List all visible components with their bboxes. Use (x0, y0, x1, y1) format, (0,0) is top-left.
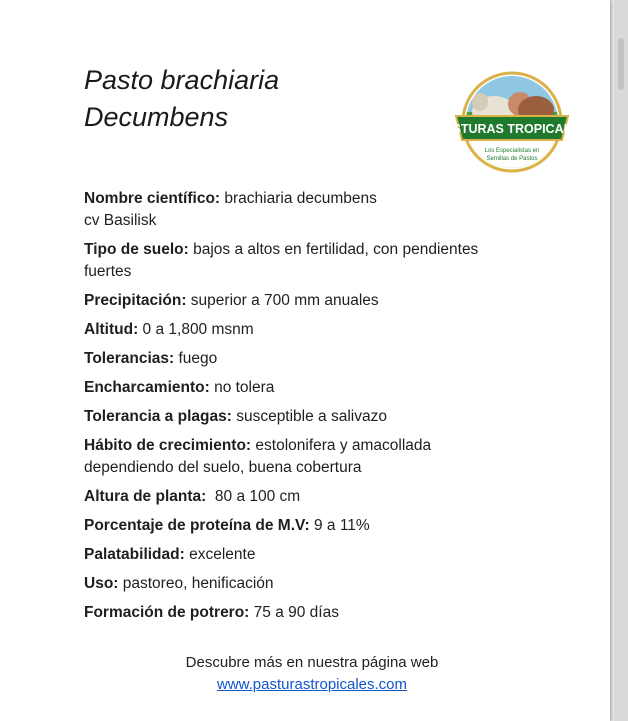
scrollbar-thumb[interactable] (618, 38, 624, 90)
title-line-2: Decumbens (84, 102, 229, 132)
spec-value: estolonifera y amacollada dependiendo del suelo, buena cobertura (84, 437, 432, 476)
spec-value: no tolera (209, 379, 275, 396)
spec-label: Palatabilidad: (84, 546, 185, 563)
spec-label: Precipitación: (84, 292, 187, 309)
spec-value: 9 a 11% (309, 517, 370, 534)
spec-item-tolerancia-plagas (84, 406, 524, 428)
title-line-1: Pasto brachiaria (84, 65, 280, 95)
spec-value: 80 a 100 cm (206, 488, 301, 505)
pasturas-tropicales-logo-icon (436, 72, 588, 184)
spec-item-uso (84, 573, 524, 595)
spec-value: superior a 700 mm anuales (186, 292, 379, 309)
spec-item-habito-crecimiento (84, 435, 524, 479)
scrollbar-track[interactable] (614, 0, 628, 721)
spec-value: brachiaria decumbens (220, 190, 377, 207)
spec-value: bajos a altos en fertilidad, con pendientes fuertes (84, 241, 479, 280)
spec-item-encharcamiento (84, 377, 524, 399)
spec-label: Encharcamiento: (84, 379, 210, 396)
spec-value: 75 a 90 días (249, 604, 339, 621)
logo-tagline-2: Semillas de Pastos (486, 156, 538, 162)
spec-label: Altura de planta: (84, 488, 207, 505)
spec-item-precipitacion (84, 290, 524, 312)
spec-label: Altitud: (84, 321, 139, 338)
spec-value: pastoreo, henificación (118, 575, 274, 592)
logo-text: PASTURAS TROPICALES (436, 122, 588, 136)
spec-item-tipo-de-suelo (84, 239, 524, 283)
spec-value: 0 a 1,800 msnm (138, 321, 254, 338)
spec-value-extra: cv Basilisk (84, 212, 157, 229)
spec-item-palatabilidad (84, 544, 524, 566)
spec-label: Porcentaje de proteína de M.V: (84, 517, 310, 534)
page-title (84, 62, 279, 136)
spec-item-altitud (84, 319, 524, 341)
spec-item-nombre-cientifico (84, 188, 524, 232)
spec-item-formacion-potrero (84, 602, 524, 624)
spec-label: Formación de potrero: (84, 604, 250, 621)
spec-label: Hábito de crecimiento: (84, 437, 252, 454)
spec-label: Tolerancias: (84, 350, 175, 367)
spec-label: Tolerancia a plagas: (84, 408, 232, 425)
spec-value: excelente (184, 546, 256, 563)
spec-label: Nombre científico: (84, 190, 221, 207)
footer-text: Descubre más en nuestra página web (185, 654, 439, 671)
spec-list (84, 188, 524, 631)
spec-item-porcentaje-proteina (84, 515, 524, 537)
spec-item-tolerancias (84, 348, 524, 370)
spec-label: Tipo de suelo: (84, 241, 189, 258)
logo-tagline-1: Los Especialistas en (484, 148, 540, 154)
spec-label: Uso: (84, 575, 119, 592)
footer (150, 652, 474, 696)
website-link[interactable]: www.pasturastropicales.com (216, 676, 408, 693)
spec-value: susceptible a salivazo (231, 408, 387, 425)
spec-item-altura-planta (84, 486, 524, 508)
spec-value: fuego (174, 350, 218, 367)
